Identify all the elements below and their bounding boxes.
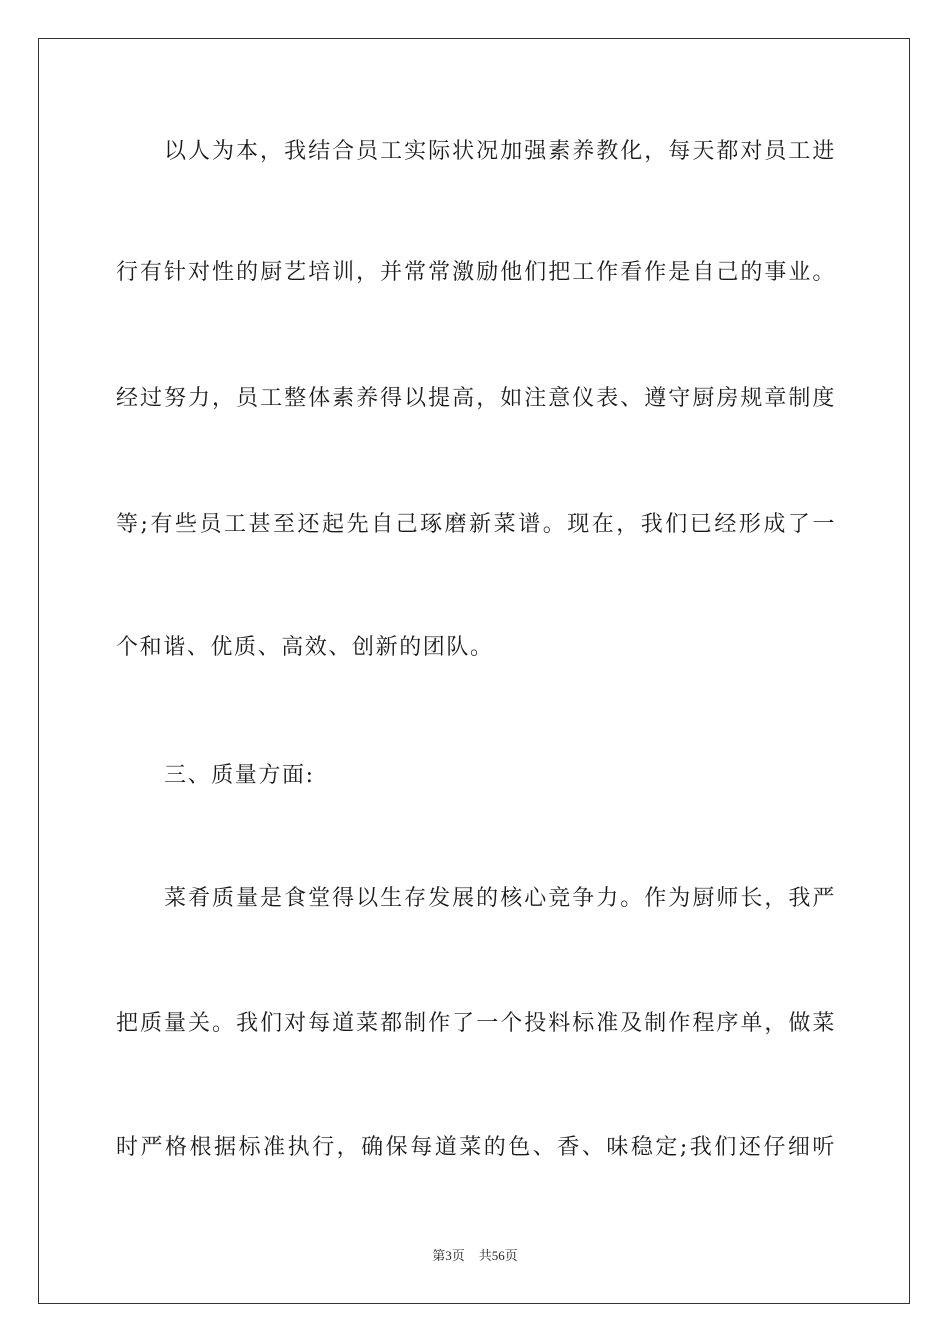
- paragraph-line: 经过努力，员工整体素养得以提高，如注意仪表、遵守厨房规章制度: [116, 386, 836, 411]
- page-border: [38, 38, 910, 1304]
- page-total: 共56页: [478, 1248, 518, 1263]
- paragraph-line: 个和谐、优质、高效、创新的团队。: [116, 635, 494, 660]
- paragraph-line: 把质量关。我们对每道菜都制作了一个投料标准及制作程序单，做菜: [116, 1011, 836, 1036]
- paragraph-line: 菜肴质量是食堂得以生存发展的核心竞争力。作为厨师长，我严: [164, 886, 836, 911]
- paragraph-line: 行有针对性的厨艺培训，并常常激励他们把工作看作是自己的事业。: [116, 260, 836, 285]
- page-footer: [0, 1247, 950, 1265]
- section-heading: 三、质量方面:: [164, 763, 315, 788]
- paragraph-line: 等;有些员工甚至还起先自己琢磨新菜谱。现在，我们已经形成了一: [116, 512, 836, 537]
- paragraph-line: 以人为本，我结合员工实际状况加强素养教化，每天都对员工进: [164, 139, 836, 164]
- paragraph-line: 时严格根据标准执行，确保每道菜的色、香、味稳定;我们还仔细听: [116, 1135, 836, 1160]
- page-number: 第3页: [432, 1248, 465, 1263]
